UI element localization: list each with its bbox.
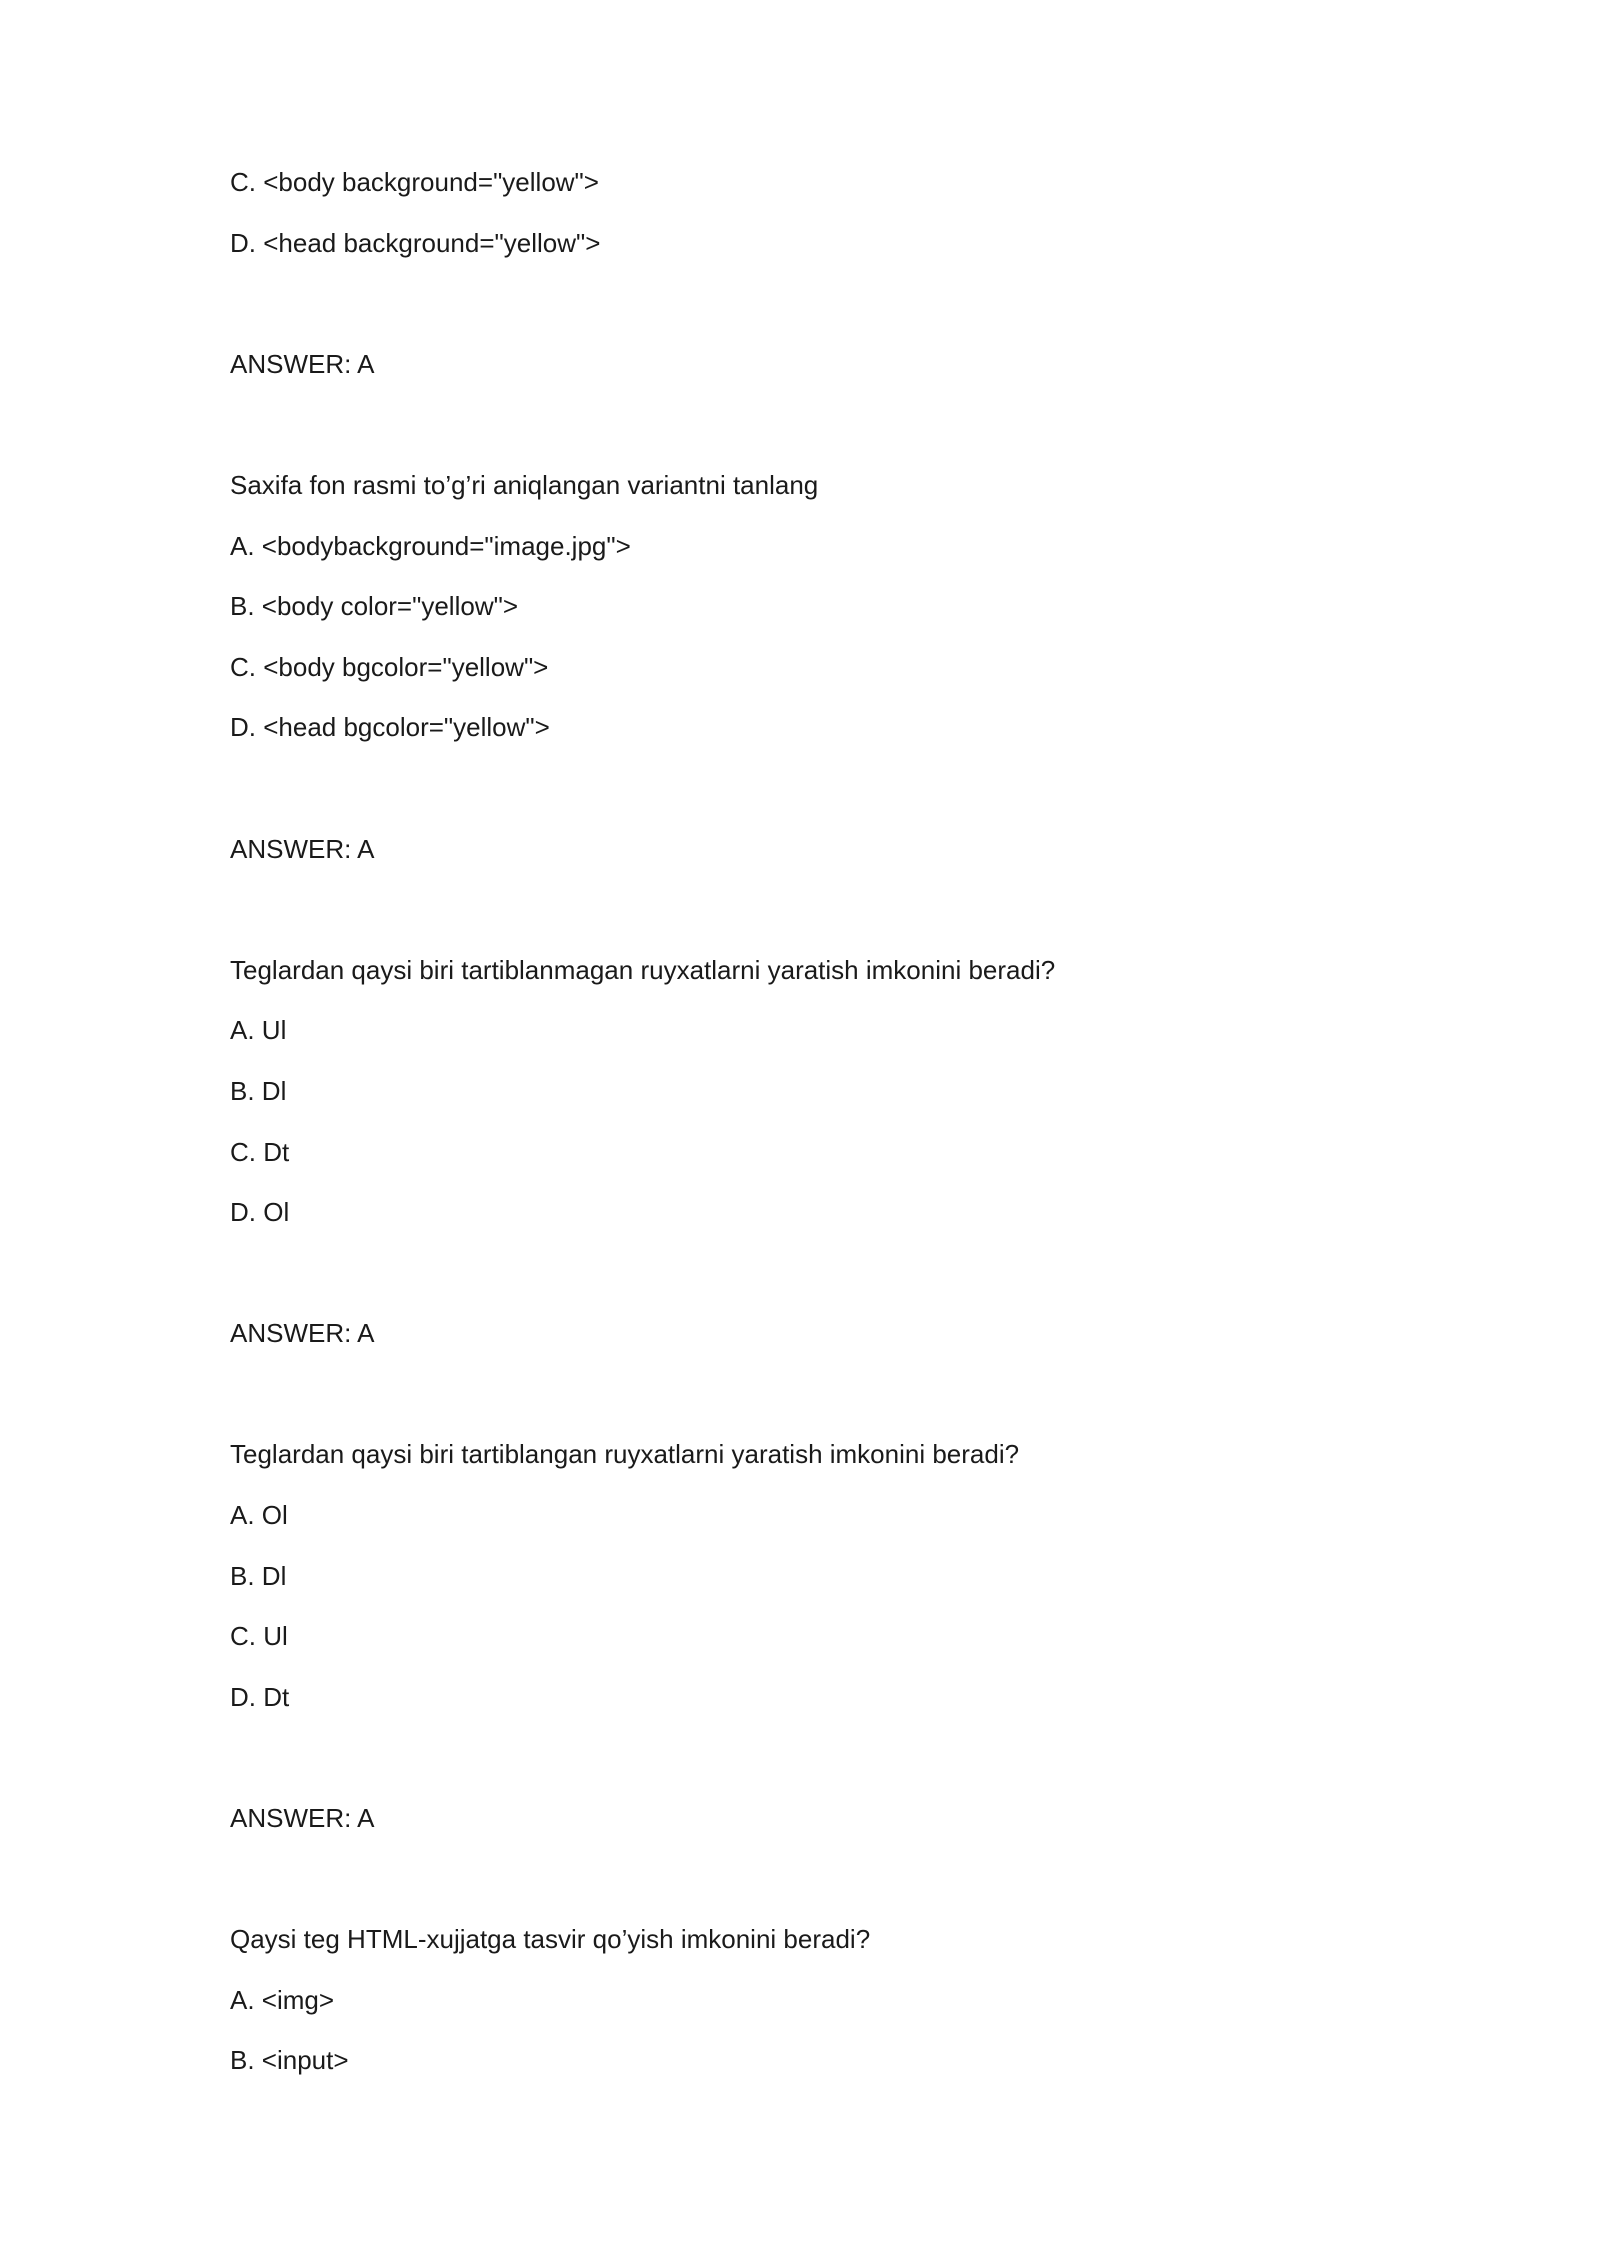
answer-key: ANSWER: A (230, 1803, 375, 1834)
answer-option: A. <img> (230, 1984, 335, 2015)
answer-option: C. <body bgcolor="yellow"> (230, 651, 549, 682)
blank-line (230, 394, 1410, 455)
answer-option: A. <bodybackground="image.jpg"> (230, 530, 631, 561)
answer-option: A. Ol (230, 1500, 288, 1531)
question-text: Teglardan qaysi biri tartiblanmagan ruyxatlarni yaratish imkonini beradi? (230, 954, 1056, 985)
blank-line (230, 1727, 1410, 1788)
answer-option: D. <head background="yellow"> (230, 227, 601, 258)
blank-line (230, 1364, 1410, 1425)
answer-option: B. Dl (230, 1560, 287, 1591)
answer-option: B. Dl (230, 1075, 287, 1106)
question-text: Saxifa fon rasmi to’g’ri aniqlangan variantni tanlang (230, 469, 819, 500)
question-text: Teglardan qaysi biri tartiblangan ruyxatlarni yaratish imkonini beradi? (230, 1439, 1020, 1470)
answer-option: B. <input> (230, 2045, 349, 2076)
answer-option: D. Dt (230, 1681, 290, 1712)
answer-option: C. <body background="yellow"> (230, 167, 599, 197)
question-text: Qaysi teg HTML-xujjatga tasvir qo’yish imkonini beradi? (230, 1924, 871, 1955)
answer-key: ANSWER: A (230, 348, 375, 379)
answer-option: A. Ul (230, 1015, 287, 1046)
blank-line (230, 879, 1410, 940)
answer-option: D. <head bgcolor="yellow"> (230, 712, 550, 743)
blank-line (230, 273, 1410, 334)
blank-line (230, 1849, 1410, 1910)
blank-line (230, 1243, 1410, 1304)
answer-key: ANSWER: A (230, 1318, 375, 1349)
answer-option: C. Ul (230, 1621, 288, 1652)
document-body (230, 152, 1410, 2091)
answer-option: B. <body color="yellow"> (230, 591, 519, 622)
answer-option: C. Dt (230, 1136, 290, 1167)
blank-line (230, 758, 1410, 819)
answer-key: ANSWER: A (230, 833, 375, 864)
answer-option: D. Ol (230, 1197, 290, 1228)
